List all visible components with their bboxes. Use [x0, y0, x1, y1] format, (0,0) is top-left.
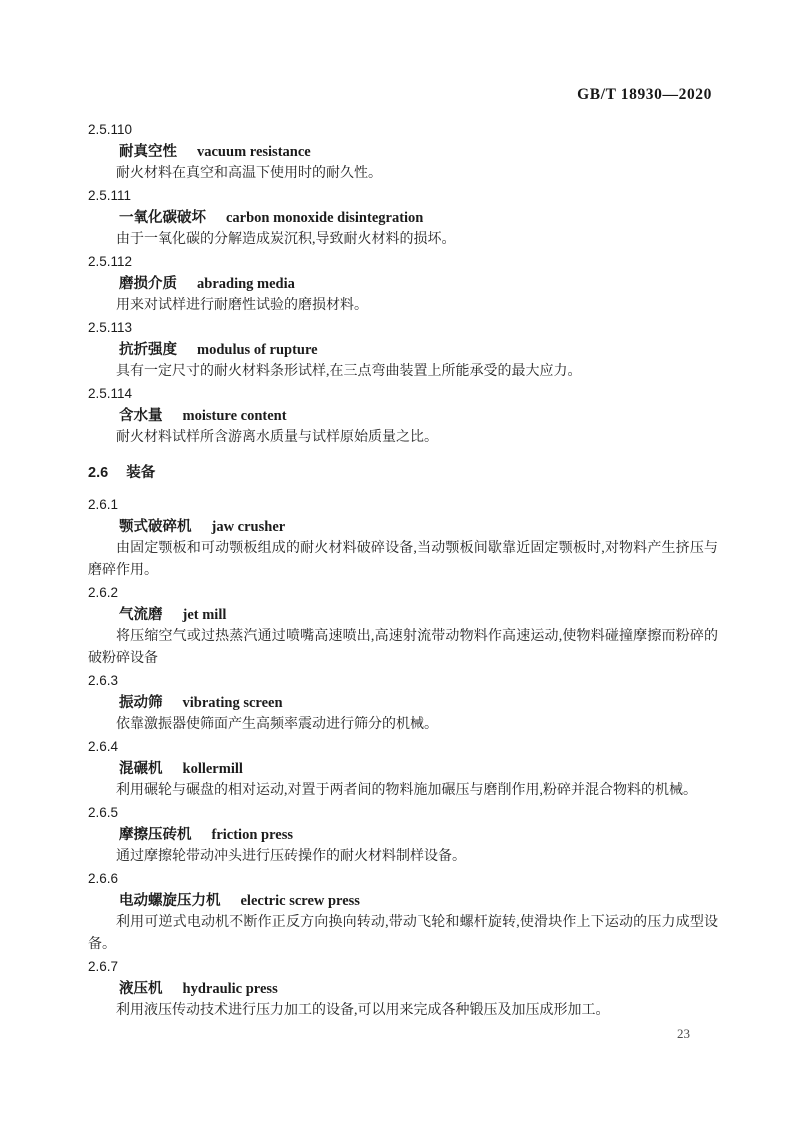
clause-number: 2.6.1 [88, 497, 119, 512]
term-line [88, 824, 718, 846]
term-chinese: 颚式破碎机 [119, 519, 192, 535]
term-entry [88, 868, 718, 956]
term-line [88, 890, 718, 912]
term-english: friction press [211, 827, 293, 843]
term-line [88, 978, 718, 1000]
term-line [88, 604, 718, 626]
term-definition: 利用碾轮与碾盘的相对运动,对置于两者间的物料施加碾压与磨削作用,粉碎并混合物料的机械。 [116, 783, 697, 798]
term-chinese: 摩擦压砖机 [119, 827, 192, 843]
clause-number: 2.6.3 [88, 673, 119, 688]
term-entry [88, 802, 718, 868]
term-line [88, 273, 718, 295]
term-english: carbon monoxide disintegration [226, 210, 424, 226]
term-definition: 由于一氧化碳的分解造成炭沉积,导致耐火材料的损坏。 [116, 232, 456, 247]
term-definition: 依靠激振器使筛面产生高频率震动进行筛分的机械。 [116, 717, 438, 732]
term-chinese: 抗折强度 [119, 342, 177, 358]
term-entry [88, 383, 718, 449]
term-entry [88, 494, 718, 582]
term-english: modulus of rupture [197, 342, 318, 358]
term-entry [88, 185, 718, 251]
term-chinese: 液压机 [119, 981, 163, 997]
term-line [88, 405, 718, 427]
term-english: jaw crusher [211, 519, 286, 535]
term-english: hydraulic press [182, 981, 278, 997]
term-english: abrading media [197, 276, 295, 292]
term-chinese: 耐真空性 [119, 144, 177, 160]
term-line [88, 692, 718, 714]
term-entry [88, 251, 718, 317]
section-number: 2.6 [88, 465, 109, 481]
clause-number: 2.5.112 [88, 254, 133, 269]
term-chinese: 磨损介质 [119, 276, 177, 292]
term-definition: 耐火材料试样所含游离水质量与试样原始质量之比。 [116, 430, 438, 445]
terms-content [88, 119, 718, 1022]
term-definition: 利用液压传动技术进行压力加工的设备,可以用来完成各种锻压及加压成形加工。 [116, 1003, 610, 1018]
term-chinese: 含水量 [119, 408, 163, 424]
term-definition: 具有一定尺寸的耐火材料条形试样,在三点弯曲装置上所能承受的最大应力。 [116, 364, 582, 379]
clause-number: 2.5.114 [88, 386, 133, 401]
term-english: kollermill [182, 761, 243, 777]
section-title: 装备 [126, 465, 156, 481]
term-english: vibrating screen [182, 695, 283, 711]
page-number: 23 [677, 1026, 690, 1041]
term-chinese: 气流磨 [119, 607, 163, 623]
term-english: electric screw press [240, 893, 360, 909]
standard-number-header: GB/T 18930—2020 [577, 86, 712, 103]
term-entry [88, 670, 718, 736]
term-chinese: 振动筛 [119, 695, 163, 711]
term-line [88, 758, 718, 780]
clause-number: 2.6.5 [88, 805, 119, 820]
clause-number: 2.5.111 [88, 188, 132, 203]
term-definition: 将压缩空气或过热蒸汽通过喷嘴高速喷出,高速射流带动物料作高速运动,使物料碰撞摩擦而粉碎的破粉碎设备 [88, 629, 718, 666]
term-definition: 由固定颚板和可动颚板组成的耐火材料破碎设备,当动颚板间歇靠近固定颚板时,对物料产生挤压与磨碎作用。 [88, 541, 718, 578]
clause-number: 2.5.110 [88, 122, 133, 137]
clause-number: 2.6.2 [88, 585, 119, 600]
term-entry [88, 736, 718, 802]
term-definition: 利用可逆式电动机不断作正反方向换向转动,带动飞轮和螺杆旋转,使滑块作上下运动的压力成型设备。 [88, 915, 718, 952]
term-definition: 通过摩擦轮带动冲头进行压砖操作的耐火材料制样设备。 [116, 849, 466, 864]
clause-number: 2.6.7 [88, 959, 119, 974]
term-entry [88, 119, 718, 185]
clause-number: 2.6.6 [88, 871, 119, 886]
term-chinese: 电动螺旋压力机 [119, 893, 221, 909]
term-definition: 用来对试样进行耐磨性试验的磨损材料。 [116, 298, 368, 313]
term-english: vacuum resistance [197, 144, 311, 160]
section-heading [88, 462, 718, 484]
term-entry [88, 582, 718, 670]
term-chinese: 一氧化碳破坏 [119, 210, 206, 226]
term-entry [88, 956, 718, 1022]
term-english: moisture content [182, 408, 287, 424]
term-line [88, 339, 718, 361]
term-line [88, 516, 718, 538]
term-definition: 耐火材料在真空和高温下使用时的耐久性。 [116, 166, 382, 181]
term-line [88, 141, 718, 163]
clause-number: 2.5.113 [88, 320, 133, 335]
term-chinese: 混碾机 [119, 761, 163, 777]
term-line [88, 207, 718, 229]
term-english: jet mill [182, 607, 227, 623]
clause-number: 2.6.4 [88, 739, 119, 754]
term-entry [88, 317, 718, 383]
